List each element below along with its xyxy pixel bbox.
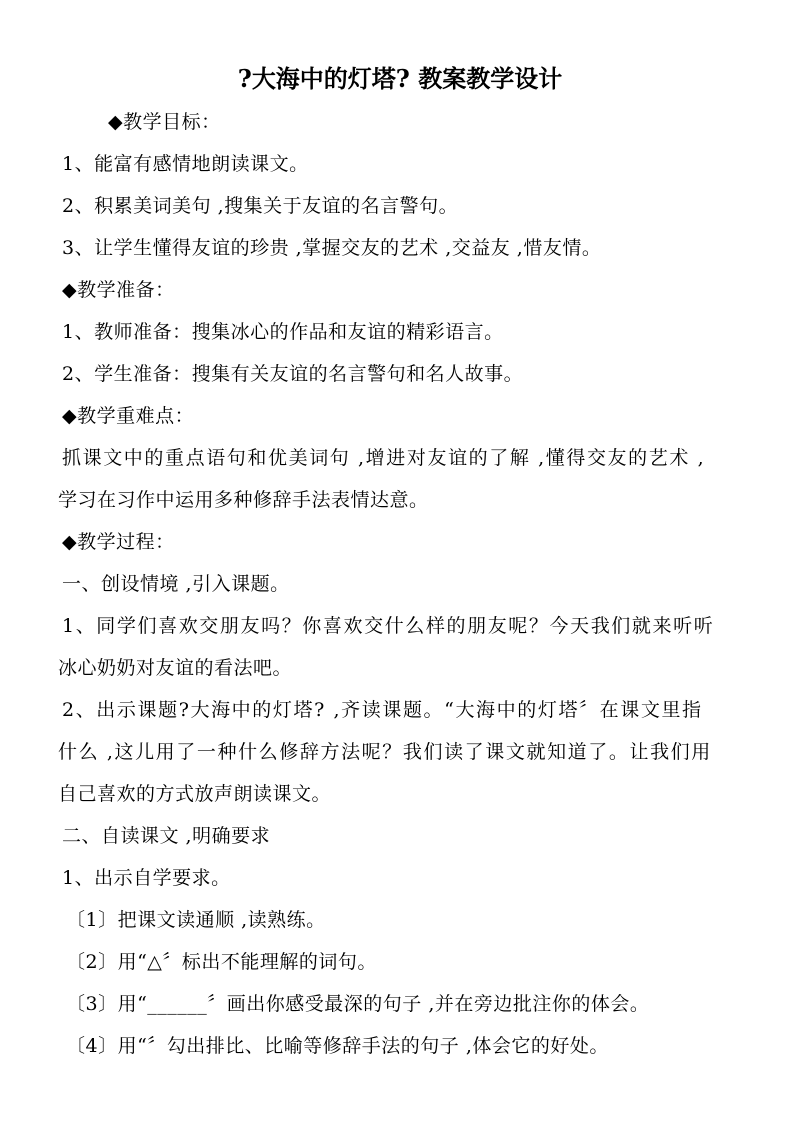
- paragraph-line: 一、创设情境 ,引入课题。: [62, 573, 290, 595]
- list-item: 〔4〕用“〞勾出排比、比喻等修辞手法的句子 ,体会它的好处。: [66, 1035, 609, 1057]
- paragraph-line: 抓课文中的重点语句和优美词句 ,增进对友谊的了解 ,懂得交友的艺术 ,: [62, 447, 706, 469]
- paragraph-line: 2、积累美词美句 ,搜集关于友谊的名言警句。: [62, 195, 459, 217]
- section-heading-process: ◆教学过程：: [62, 531, 175, 553]
- paragraph-line: 1、同学们喜欢交朋友吗？你喜欢交什么样的朋友呢？今天我们就来听听: [62, 615, 715, 637]
- paragraph-line: 冰心奶奶对友谊的看法吧。: [58, 657, 293, 679]
- paragraph-line: 1、出示自学要求。: [62, 867, 231, 889]
- paragraph-line: 学习在习作中运用多种修辞手法表情达意。: [58, 489, 429, 511]
- paragraph-line: 1、教师准备：搜集冰心的作品和友谊的精彩语言。: [62, 321, 504, 343]
- paragraph-line: 1、能富有感情地朗读课文。: [62, 153, 309, 175]
- paragraph-line: 2、出示课题?大海中的灯塔? ,齐读课题。“大海中的灯塔〞在课文里指: [62, 699, 703, 721]
- section-heading-objectives: ◆教学目标：: [108, 111, 221, 133]
- document-title: ?大海中的灯塔? 教案教学设计: [237, 64, 563, 93]
- section-heading-key-points: ◆教学重难点：: [62, 405, 195, 427]
- paragraph-line: 二、自读课文 ,明确要求: [62, 825, 271, 847]
- list-item: 〔1〕把课文读通顺 ,读熟练。: [66, 909, 326, 931]
- list-item: 〔2〕用“△〞标出不能理解的词句。: [66, 951, 377, 973]
- paragraph-line: 自己喜欢的方式放声朗读课文。: [58, 783, 332, 805]
- paragraph-line: 什么 ,这儿用了一种什么修辞方法呢？我们读了课文就知道了。让我们用: [58, 741, 712, 763]
- paragraph-line: 2、学生准备：搜集有关友谊的名言警句和名人故事。: [62, 363, 524, 385]
- list-item: 〔3〕用“______〞画出你感受最深的句子 ,并在旁边批注你的体会。: [66, 993, 650, 1015]
- paragraph-line: 3、让学生懂得友谊的珍贵 ,掌握交友的艺术 ,交益友 ,惜友情。: [62, 237, 602, 259]
- section-heading-preparation: ◆教学准备：: [62, 279, 175, 301]
